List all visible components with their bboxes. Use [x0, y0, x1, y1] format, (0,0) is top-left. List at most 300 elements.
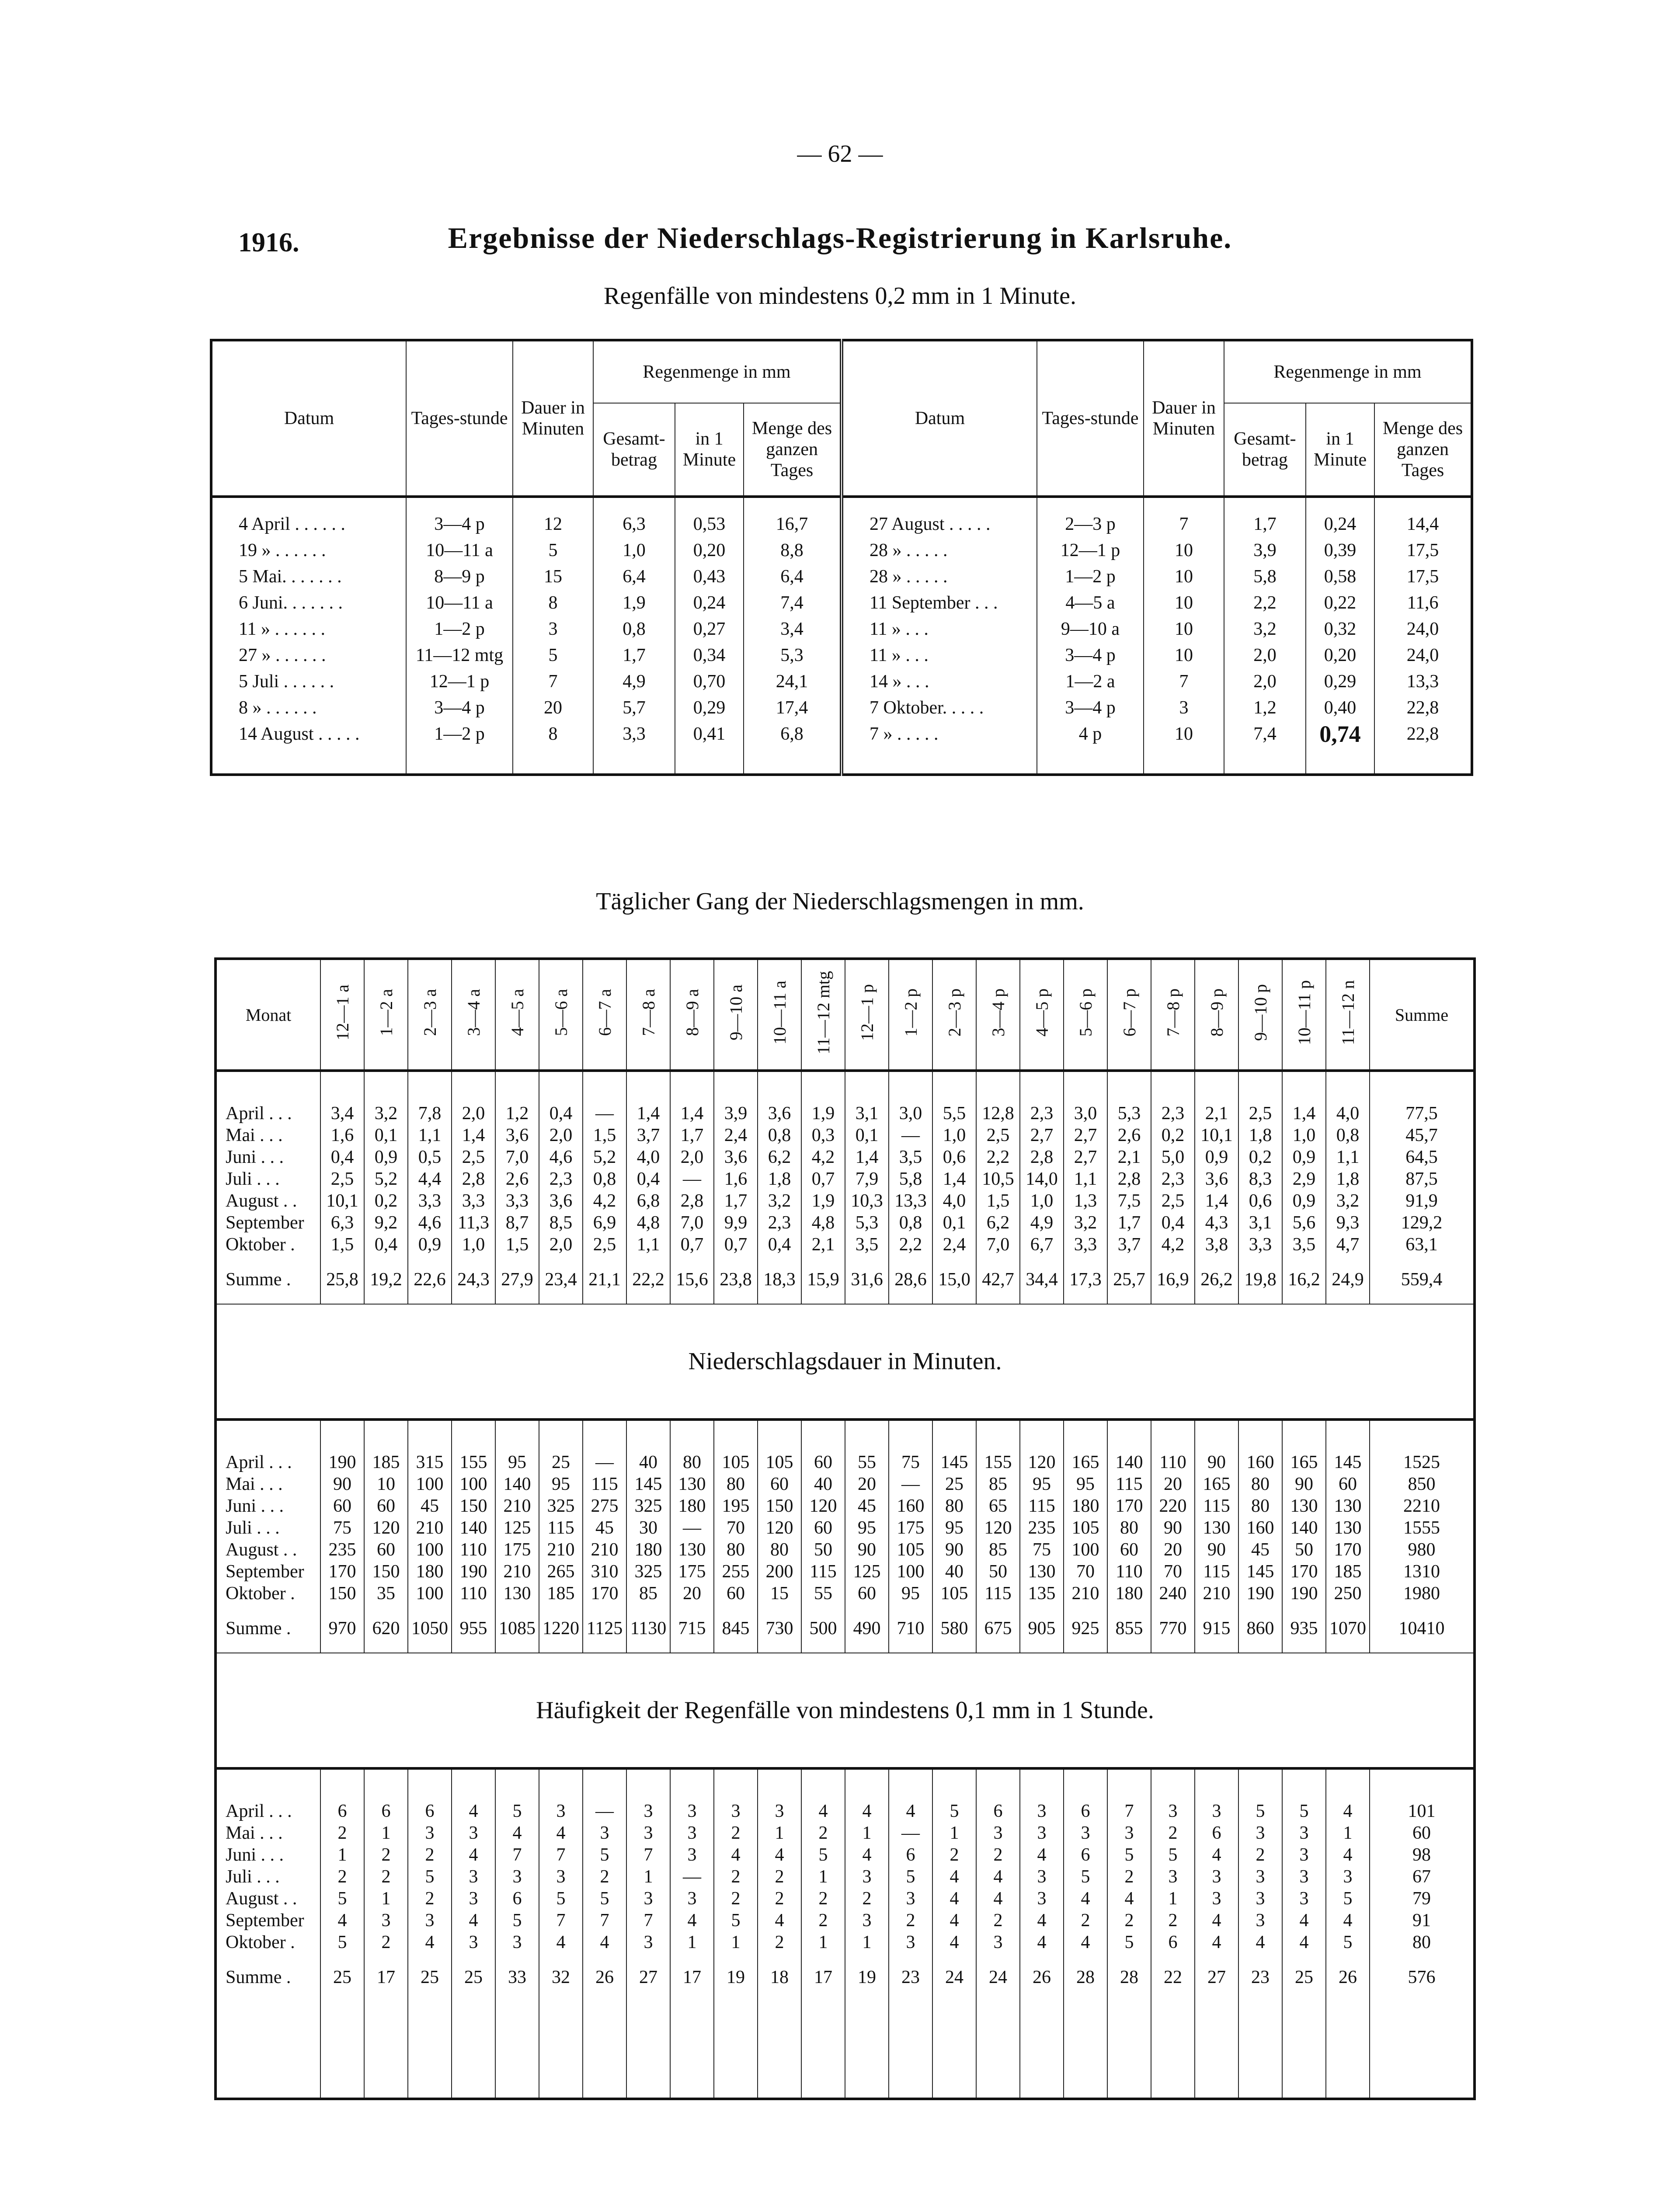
table-cell: 8,5 — [539, 1212, 583, 1234]
table-cell: 100 — [1064, 1539, 1107, 1561]
table-cell: 90 — [1195, 1539, 1238, 1561]
table-cell: 3—4 p — [406, 695, 513, 721]
table-cell: 4 — [1326, 1800, 1370, 1822]
table-cell: 1 — [670, 1931, 714, 1953]
spacer-cell — [801, 1768, 845, 1800]
table-cell: 2,0 — [452, 1103, 495, 1124]
table-cell: 3 — [539, 1800, 583, 1822]
table-cell: 13,3 — [889, 1190, 932, 1212]
table-cell: 5 — [932, 1800, 976, 1822]
table-cell: 24,3 — [452, 1256, 495, 1304]
table-cell: 3 — [408, 1822, 452, 1844]
table-cell: 200 — [758, 1561, 801, 1583]
summe-row — [216, 1256, 1475, 1304]
table-cell: 5,8 — [889, 1168, 932, 1190]
table-cell: 2,3 — [1020, 1103, 1064, 1124]
table-cell: 2 — [758, 1888, 801, 1910]
spacer-row — [216, 1420, 1475, 1451]
spacer-cell — [714, 1768, 758, 1800]
table-cell: 4 — [452, 1844, 495, 1866]
table-cell: 0,1 — [845, 1124, 889, 1146]
table-cell: 4 — [539, 1931, 583, 1953]
table-row — [211, 537, 1472, 564]
table-cell: 0,20 — [1306, 642, 1374, 668]
table-cell: 2,3 — [758, 1212, 801, 1234]
table-cell: 1,4 — [670, 1103, 714, 1124]
table-cell: 25 — [452, 1953, 495, 2001]
section-row — [216, 1653, 1475, 1768]
spacer-cell — [583, 2001, 626, 2099]
table-cell: 3,4 — [320, 1103, 364, 1124]
col-hour — [320, 959, 364, 1071]
spacer-cell — [626, 1071, 670, 1103]
table-cell: 10,1 — [320, 1190, 364, 1212]
table-cell: 115 — [1195, 1495, 1238, 1517]
table-cell: 5 — [1238, 1800, 1282, 1822]
table-cell: 20 — [845, 1473, 889, 1495]
table-cell: 140 — [495, 1473, 539, 1495]
table-cell: 11 » . . . — [842, 616, 1037, 642]
table-cell: 1,0 — [1020, 1190, 1064, 1212]
table-cell: 165 — [1282, 1451, 1326, 1473]
table-cell: 7 — [626, 1844, 670, 1866]
table-cell: 27 — [626, 1953, 670, 2001]
table-cell: 175 — [495, 1539, 539, 1561]
table-cell: 0,7 — [801, 1168, 845, 1190]
table-cell: 5 — [1326, 1888, 1370, 1910]
table-cell: 90 — [1282, 1473, 1326, 1495]
table-cell: 0,8 — [593, 616, 675, 642]
spacer-cell — [364, 2001, 408, 2099]
table-cell: 4 — [452, 1800, 495, 1822]
table-cell: 325 — [626, 1495, 670, 1517]
table-cell: 0,4 — [626, 1168, 670, 1190]
table-cell: 2 — [758, 1931, 801, 1953]
table-cell: 5 — [1282, 1800, 1326, 1822]
table-cell: 26 — [1020, 1953, 1064, 2001]
table-cell: 115 — [1195, 1561, 1238, 1583]
spacer-cell — [495, 2001, 539, 2099]
hour-label: 9—10 a — [726, 985, 746, 1040]
table-cell: 2 — [714, 1888, 758, 1910]
table-cell: 6,3 — [593, 497, 675, 537]
month-label: Juni . . . — [226, 1845, 284, 1865]
table-cell: 2 — [1064, 1910, 1107, 1931]
table-cell: 4 — [1326, 1910, 1370, 1931]
table-cell: 2 — [1107, 1866, 1151, 1888]
month-label: Mai . . . — [226, 1125, 283, 1145]
spacer-cell — [889, 2001, 932, 2099]
table-cell: 190 — [1282, 1583, 1326, 1604]
table-cell: 310 — [583, 1561, 626, 1583]
table-cell: 35 — [364, 1583, 408, 1604]
table-cell: 60 — [1326, 1473, 1370, 1495]
table-cell: 5 — [495, 1910, 539, 1931]
table-cell: 4,6 — [408, 1212, 452, 1234]
row-sum: 77,5 — [1370, 1103, 1475, 1124]
table-cell: 190 — [452, 1561, 495, 1583]
table-cell: 0,58 — [1306, 564, 1374, 590]
table-cell: 7,0 — [670, 1212, 714, 1234]
table-row — [216, 1800, 1475, 1822]
spacer-cell — [1282, 1768, 1326, 1800]
col-hour — [1282, 959, 1326, 1071]
table-row — [216, 1451, 1475, 1473]
table-cell: 4 — [932, 1888, 976, 1910]
row-sum: 98 — [1370, 1844, 1475, 1866]
table-cell: 2,0 — [539, 1234, 583, 1256]
spacer-cell — [1107, 2001, 1151, 2099]
table-cell: 60 — [801, 1517, 845, 1539]
table-cell: 210 — [583, 1539, 626, 1561]
table-cell: 18,3 — [758, 1256, 801, 1304]
table-cell: 3 — [495, 1866, 539, 1888]
spacer-cell — [1326, 1768, 1370, 1800]
table-cell: 20 — [1151, 1473, 1195, 1495]
table-cell: 16,2 — [1282, 1256, 1326, 1304]
table-cell: 12—1 p — [1037, 537, 1144, 564]
table-cell: 90 — [1151, 1517, 1195, 1539]
table-cell: 28 » . . . . . — [842, 564, 1037, 590]
table-cell: 1 — [845, 1931, 889, 1953]
table-cell: 9,2 — [364, 1212, 408, 1234]
table-cell: 18 — [758, 1953, 801, 2001]
table-cell: 45 — [1238, 1539, 1282, 1561]
table-cell: 10 — [1144, 616, 1224, 642]
table-cell: 3 — [670, 1822, 714, 1844]
table-cell: 580 — [932, 1604, 976, 1653]
table-cell: 1125 — [583, 1604, 626, 1653]
table-cell: 17 — [364, 1953, 408, 2001]
table-cell: 1,9 — [801, 1103, 845, 1124]
table-cell: 23 — [889, 1953, 932, 2001]
spacer-cell — [932, 1768, 976, 1800]
hour-label: 1—2 a — [376, 989, 396, 1036]
hour-label: 10—11 p — [1294, 980, 1314, 1045]
table-cell: 5 — [1107, 1844, 1151, 1866]
spacer-cell — [1195, 1768, 1238, 1800]
spacer-cell — [626, 2001, 670, 2099]
table-cell: 1,0 — [1282, 1124, 1326, 1146]
table-cell: 1,6 — [320, 1124, 364, 1146]
table-cell: 115 — [1107, 1473, 1151, 1495]
col-hour — [801, 959, 845, 1071]
table-row — [211, 590, 1472, 616]
table-cell: 25 — [1282, 1953, 1326, 2001]
table-cell: 2 — [364, 1844, 408, 1866]
spacer-cell — [1195, 1420, 1238, 1451]
table-cell: 2,7 — [1020, 1124, 1064, 1146]
table-cell: 15,6 — [670, 1256, 714, 1304]
table-cell: 855 — [1107, 1604, 1151, 1653]
table-cell: 5 — [1107, 1931, 1151, 1953]
table-cell: 17,5 — [1374, 564, 1472, 590]
table-cell: 24,0 — [1374, 616, 1472, 642]
table-cell: 3 — [452, 1822, 495, 1844]
col-hour — [1238, 959, 1282, 1071]
table-cell: 25 — [320, 1953, 364, 2001]
table-cell: 9—10 a — [1037, 616, 1144, 642]
table-cell: 2,3 — [1151, 1103, 1195, 1124]
table-cell: 1—2 a — [1037, 668, 1144, 695]
table-cell: 4 — [845, 1844, 889, 1866]
table-cell: 42,7 — [976, 1256, 1020, 1304]
table-cell: 5,6 — [1282, 1212, 1326, 1234]
table-cell: 1,2 — [495, 1103, 539, 1124]
table-cell: 3 — [452, 1866, 495, 1888]
table-cell: 75 — [320, 1517, 364, 1539]
table-cell: 2 — [364, 1866, 408, 1888]
table-cell: 3 — [889, 1888, 932, 1910]
table-cell: 3,3 — [1064, 1234, 1107, 1256]
table-cell: 235 — [320, 1539, 364, 1561]
table-cell: 3 — [1238, 1910, 1282, 1931]
table-cell: 110 — [452, 1583, 495, 1604]
table-cell: 3 — [1020, 1800, 1064, 1822]
row-sum: 91 — [1370, 1910, 1475, 1931]
table-cell: 5 — [801, 1844, 845, 1866]
spacer-cell — [216, 1071, 320, 1103]
table-cell: 22,8 — [1374, 695, 1472, 721]
table-cell: 80 — [758, 1539, 801, 1561]
spacer-cell — [1020, 2001, 1064, 2099]
table-cell: 23 — [1238, 1953, 1282, 2001]
row-sum: 1310 — [1370, 1561, 1475, 1583]
table-cell: 12,8 — [976, 1103, 1020, 1124]
table-cell: — — [670, 1168, 714, 1190]
month-label: Juni . . . — [226, 1496, 284, 1516]
table-cell: 4,0 — [626, 1146, 670, 1168]
col-hour — [932, 959, 976, 1071]
table-cell: 21,1 — [583, 1256, 626, 1304]
table-cell: 40 — [932, 1561, 976, 1583]
table-cell: 1,5 — [495, 1234, 539, 1256]
table-cell: 95 — [495, 1451, 539, 1473]
table-cell: 4 — [320, 1910, 364, 1931]
row-sum: 87,5 — [1370, 1168, 1475, 1190]
table-cell: 210 — [408, 1517, 452, 1539]
table-cell: 4 — [1282, 1910, 1326, 1931]
table-cell: 100 — [452, 1473, 495, 1495]
table-cell: 0,8 — [758, 1124, 801, 1146]
table-row — [216, 1212, 1475, 1234]
table-cell: 27 August . . . . . — [842, 497, 1037, 537]
hour-label: 5—6 p — [1075, 988, 1096, 1037]
table-cell: 2,7 — [1064, 1146, 1107, 1168]
table-cell: 170 — [1326, 1539, 1370, 1561]
table-cell: 130 — [1326, 1495, 1370, 1517]
table-cell: 95 — [1020, 1473, 1064, 1495]
spacer-cell — [932, 1071, 976, 1103]
hour-label: 12—1 p — [857, 984, 877, 1041]
spacer-cell — [408, 1420, 452, 1451]
col-monat: Monat — [216, 959, 320, 1071]
table-cell: 8 » . . . . . . — [239, 698, 317, 718]
row-sum: 1555 — [1370, 1517, 1475, 1539]
spacer-cell — [670, 1420, 714, 1451]
table-cell: 0,8 — [889, 1212, 932, 1234]
spacer-cell — [758, 2001, 801, 2099]
table-cell: 5 — [1326, 1931, 1370, 1953]
row-sum: 45,7 — [1370, 1124, 1475, 1146]
table-cell: 4 — [976, 1866, 1020, 1888]
table-cell: 130 — [670, 1539, 714, 1561]
spacer-cell — [216, 1420, 320, 1451]
table-cell: 25 — [539, 1451, 583, 1473]
table-cell: 6,8 — [626, 1190, 670, 1212]
table-cell: 185 — [364, 1451, 408, 1473]
table-cell: 11 » . . . . . . — [239, 619, 325, 639]
month-label: August . . — [226, 1889, 297, 1909]
table-cell: 0,24 — [1306, 497, 1374, 537]
table-cell: 7,4 — [744, 590, 842, 616]
month-label: Juli . . . — [226, 1518, 280, 1538]
spacer-cell — [1151, 1420, 1195, 1451]
col-hour — [364, 959, 408, 1071]
table-cell: 3,2 — [364, 1103, 408, 1124]
table-cell: 15,0 — [932, 1256, 976, 1304]
table-cell: 6 — [495, 1888, 539, 1910]
table-cell: 1,1 — [1326, 1146, 1370, 1168]
table-cell: 5 — [513, 642, 593, 668]
table-cell: 325 — [626, 1561, 670, 1583]
table-cell: 2,9 — [1282, 1168, 1326, 1190]
table-cell: 3 — [1144, 695, 1224, 721]
table-cell: 3 — [1020, 1888, 1064, 1910]
table-cell: 0,4 — [364, 1234, 408, 1256]
summe-label: Summe . — [226, 1270, 291, 1290]
table-cell: 140 — [452, 1517, 495, 1539]
table-cell: 4,3 — [1195, 1212, 1238, 1234]
table-cell: 490 — [845, 1604, 889, 1653]
table-cell: 3,1 — [845, 1103, 889, 1124]
table-cell: 45 — [845, 1495, 889, 1517]
table-cell: 2 — [932, 1844, 976, 1866]
month-label: April . . . — [226, 1452, 292, 1472]
table-cell: 6 — [1064, 1800, 1107, 1822]
table-cell: 6,2 — [758, 1146, 801, 1168]
table-cell: 2,0 — [539, 1124, 583, 1146]
col-hour — [1151, 959, 1195, 1071]
table-cell: 3,3 — [495, 1190, 539, 1212]
table-cell: 1 — [1326, 1822, 1370, 1844]
table-cell: 0,6 — [1238, 1190, 1282, 1212]
table-cell: 19 — [714, 1953, 758, 2001]
table-cell: 26 — [583, 1953, 626, 2001]
table-cell: 4 — [1020, 1910, 1064, 1931]
table-cell: 3 — [452, 1888, 495, 1910]
table-cell: 2 — [320, 1822, 364, 1844]
page-title: Ergebnisse der Niederschlags-Registrierung in Karlsruhe. — [448, 221, 1232, 254]
spacer-cell — [583, 1420, 626, 1451]
table-cell: 620 — [364, 1604, 408, 1653]
table-cell: 3 — [1020, 1822, 1064, 1844]
row-sum: 63,1 — [1370, 1234, 1475, 1256]
table-cell: 210 — [1195, 1583, 1238, 1604]
month-label: August . . — [226, 1191, 297, 1211]
spacer-cell — [714, 1420, 758, 1451]
spacer-cell — [1151, 2001, 1195, 2099]
table-cell: 20 — [1151, 1539, 1195, 1561]
table-cell: 120 — [976, 1517, 1020, 1539]
hour-label: 10—11 a — [769, 980, 790, 1045]
table-cell: 24,1 — [744, 668, 842, 695]
table-cell: 3,0 — [889, 1103, 932, 1124]
table-cell: 23,4 — [539, 1256, 583, 1304]
table-cell: 3,3 — [452, 1190, 495, 1212]
table-row — [211, 564, 1472, 590]
table-cell: 95 — [1064, 1473, 1107, 1495]
table-cell: 3 — [1282, 1866, 1326, 1888]
table-cell: 6 — [320, 1800, 364, 1822]
table-cell: 145 — [932, 1451, 976, 1473]
table-cell: 7 — [1144, 497, 1224, 537]
table-cell: 1,7 — [1107, 1212, 1151, 1234]
table-cell: 80 — [1238, 1473, 1282, 1495]
table-cell: 1,5 — [976, 1190, 1020, 1212]
table-cell: 22,2 — [626, 1256, 670, 1304]
table-cell: 155 — [976, 1451, 1020, 1473]
spacer-cell — [1370, 1420, 1475, 1451]
table-cell: 130 — [1195, 1517, 1238, 1539]
table-cell: 3,6 — [714, 1146, 758, 1168]
hour-label: 8—9 a — [682, 989, 702, 1036]
spacer-cell — [714, 1071, 758, 1103]
spacer-cell — [1326, 1420, 1370, 1451]
table-cell: 3 — [626, 1822, 670, 1844]
table-cell: 4 — [408, 1931, 452, 1953]
total-sum: 559,4 — [1370, 1256, 1475, 1304]
spacer-cell — [495, 1071, 539, 1103]
table-row — [216, 1539, 1475, 1561]
col-gesamtbetrag: Gesamt-betrag — [593, 403, 675, 497]
spacer-cell — [408, 1071, 452, 1103]
hour-label: 11—12 mtg — [813, 971, 833, 1054]
table-cell: 170 — [1282, 1561, 1326, 1583]
table-cell: 165 — [1195, 1473, 1238, 1495]
table-cell: 2 — [1151, 1910, 1195, 1931]
table-cell: — — [583, 1800, 626, 1822]
table-cell: 3 — [364, 1910, 408, 1931]
spacer-cell — [539, 1420, 583, 1451]
table-cell: 4 — [583, 1931, 626, 1953]
spacer-cell — [539, 2001, 583, 2099]
table-cell: 3,0 — [1064, 1103, 1107, 1124]
table-cell: 3,7 — [626, 1124, 670, 1146]
table-cell: 6 — [1195, 1822, 1238, 1844]
table-cell: 2,6 — [1107, 1124, 1151, 1146]
table-cell: 5 — [1064, 1866, 1107, 1888]
table-cell: 15 — [758, 1583, 801, 1604]
table-cell: 15 — [513, 564, 593, 590]
spacer-cell — [495, 1768, 539, 1800]
table-cell: 95 — [539, 1473, 583, 1495]
table-cell: 7,4 — [1224, 721, 1306, 775]
table-cell: 4 — [932, 1931, 976, 1953]
table-cell: 75 — [889, 1451, 932, 1473]
month-label: Mai . . . — [226, 1474, 283, 1494]
table-cell: 185 — [1326, 1561, 1370, 1583]
table-cell: 40 — [801, 1473, 845, 1495]
table-cell: 14 » . . . — [842, 668, 1037, 695]
table-cell: 1,5 — [583, 1124, 626, 1146]
table-cell: 0,7 — [670, 1234, 714, 1256]
table-cell: 17,5 — [1374, 537, 1472, 564]
table-cell: 2 — [408, 1888, 452, 1910]
col-hour — [495, 959, 539, 1071]
hour-label: 4—5 a — [507, 989, 527, 1036]
table-cell: 10,5 — [976, 1168, 1020, 1190]
